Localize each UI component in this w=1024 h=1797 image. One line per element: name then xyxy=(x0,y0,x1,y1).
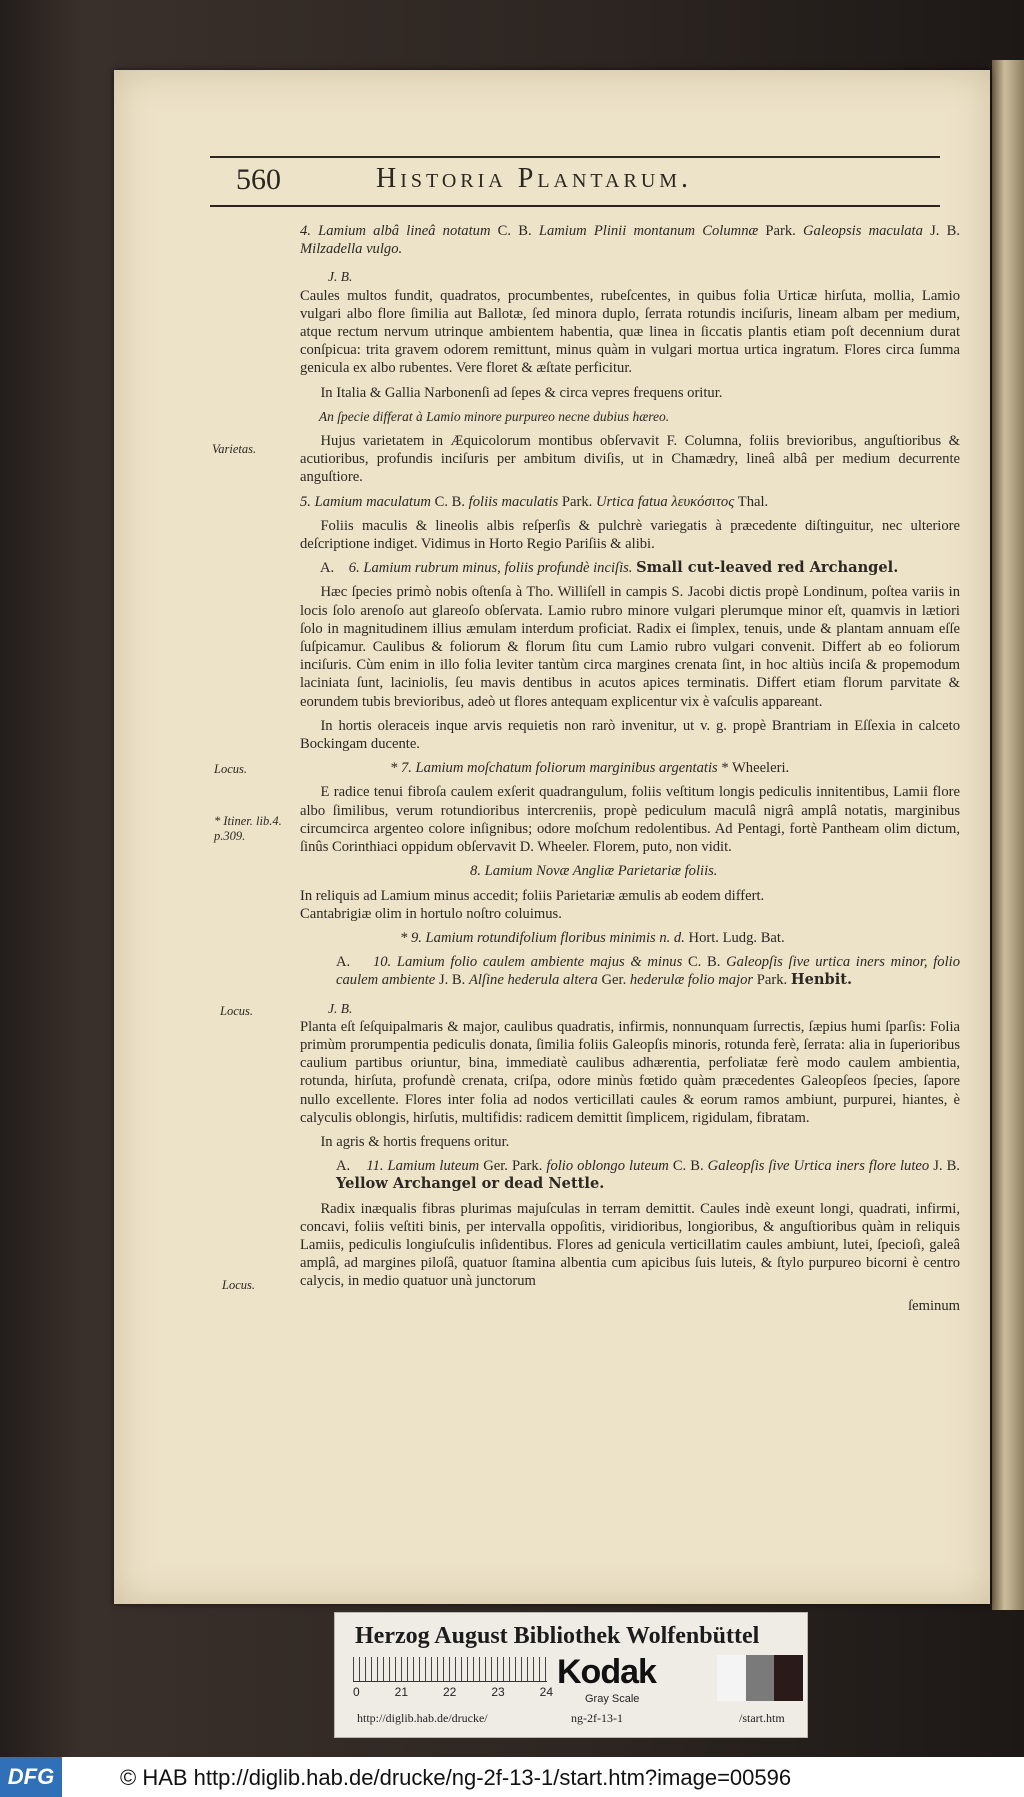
catchword: ſeminum xyxy=(908,1297,960,1314)
ruler-number: 23 xyxy=(491,1685,505,1699)
entry-heading: A. 11. Lamium luteum Ger. Park. folio oblongo luteum C. B. Galeopſis ſive Urtica iners flore luteo J. B. Yellow Archangel or dead Nettle. xyxy=(336,1158,960,1193)
entry-heading: 4. Lamium albâ lineâ notatum C. B. Lamium Plinii montanum Columnæ Park. Galeopsis maculata J. B. Milzadella vulgo. xyxy=(300,223,960,258)
kodak-logo: Kodak xyxy=(557,1653,656,1691)
paragraph: An ſpecie differat à Lamio minore purpureo necne dubius hæreo. xyxy=(318,408,670,424)
entry-heading: * 7. Lamium moſchatum foliorum marginibus argentatis * Wheeleri. xyxy=(390,760,790,777)
paragraph: E radice tenui fibroſa caulem exſerit quadrangulum, foliis veſtitum longis pediculis innitentibus, Lamii flore albo ſimilibus, verum rotundioribus intercreniis, propè pediculum maculâ nigrâ amplâ notatis, marginibus circumcirca argenteo colore inſignibus; odore moſchum redolentibus. Ad Pentagi, fortè Pantheam olim dictum, ſinûs Corinthiaci oppidum obſervavit D. Wheeler. Florem, puto, non vidit. xyxy=(300,784,960,856)
paragraph: In agris & hortis frequens oritur. xyxy=(320,1133,510,1150)
paragraph: Foliis maculis & lineolis albis reſperſis & pulchrè variegatis à præcedente diſtinguitur, nec ulteriore deſcriptione indiget. Vidimus in Horto Regio Pariſiis & alibi. xyxy=(300,517,960,553)
header-rule-top xyxy=(210,156,940,158)
header-rule-bottom xyxy=(210,205,940,207)
page-number: 560 xyxy=(236,163,281,196)
margin-note-locus: Locus. xyxy=(214,762,247,776)
gray-swatch xyxy=(774,1655,803,1701)
gray-scale-swatches xyxy=(717,1655,803,1701)
source-abbrev: J. B. xyxy=(328,1000,353,1016)
paragraph: Hæc ſpecies primò nobis oſtenſa à Tho. Williſell in campis S. Jacobi dictis propè Londinum, poſtea variis in locis ſolo arenoſo aut glareoſo obſervata. Lamio rubro minore vulgari plerumque minor eſt, quamvis in lætiori ſolo in magnitudinem illius æmulam interdum proficiat. Radix ei ſimplex, tenuis, unde & plantam annuam eſſe ſuſpicamur. Caulibus & foliorum & florum ſitu cum Lamio rubro vulgari convenit. Differt ab eo foliorum inciſuris. Cùm enim in illo folia leviter tantùm circa margines crenata ſint, in hoc altiùs inciſa & propemodum laciniata ſunt, laciniolis, ſeu mavis dentibus in acutos apices terminatis. Differt etiam florum parvitate & eorundem tubis brevioribus, adeò ut flores antequam explicentur vix è vaſculis appareant. xyxy=(300,584,960,710)
url-fragment: http://diglib.hab.de/drucke/ xyxy=(357,1711,488,1725)
page-header xyxy=(236,163,936,203)
calibration-card xyxy=(334,1612,808,1738)
dfg-logo[interactable]: DFG xyxy=(0,1757,62,1797)
margin-note-locus: Locus. xyxy=(222,1278,255,1292)
entry-heading: A. 6. Lamium rubrum minus, foliis profundè inciſis. Small cut-leaved red Archangel. xyxy=(320,559,899,577)
page-body xyxy=(300,222,960,1315)
entry-heading: 8. Lamium Novæ Angliæ Parietariæ foliis. xyxy=(470,863,718,880)
paragraph: In Italia & Gallia Narbonenſi ad ſepes & circa vepres frequens oritur. xyxy=(320,384,723,401)
paragraph: Hujus varietatem in Æquicolorum montibus obſervavit F. Columna, foliis brevioribus, anguſtioribus & acutioribus, profundis inciſuris per ambitum diviſis, ut in Chamædry, lineâ albâ per medium decurrente anguſtiore. xyxy=(300,433,960,486)
url-fragment: /start.htm xyxy=(739,1711,785,1725)
margin-note-locus: Locus. xyxy=(220,1004,253,1018)
ruler-number: 0 xyxy=(353,1685,360,1699)
ruler-number: 24 xyxy=(539,1685,553,1699)
library-title: Herzog August Bibliothek Wolfenbüttel xyxy=(355,1623,760,1649)
ruler-number: 22 xyxy=(442,1685,457,1699)
paragraph: Cantabrigiæ olim in hortulo noſtro coluimus. xyxy=(300,905,562,922)
entry-heading: A. 10. Lamium folio caulem ambiente majus & minus C. B. Galeopſis ſive urtica iners minor, folio caulem ambiente J. B. Alſine hederula altera Ger. hederulæ folio major Park. Henbit. xyxy=(336,954,960,989)
gray-swatch xyxy=(717,1655,746,1701)
source-abbrev: J. B. xyxy=(328,269,353,285)
copyright-link[interactable]: © HAB http://diglib.hab.de/drucke/ng-2f-13-1/start.htm?image=00596 xyxy=(120,1765,792,1790)
next-page-edge xyxy=(992,60,1024,1610)
ruler-numbers xyxy=(353,1685,553,1699)
paragraph: In reliquis ad Lamium minus accedit; foliis Parietariæ æmulis ab eodem differt. xyxy=(300,887,765,904)
paragraph: Radix inæqualis fibras plurimas majuſculas in terram demittit. Caules indè exeunt longi, quadrati, infirmi, concavi, foliis veſtiti binis, per intervalla oppoſitis, viridioribus, longioribus, & anguſtioribus quàm in reliquis Lamiis, pediculis longiuſculis inſidentibus. Flores ad genicula verticillatim caules ambiunt, lutei, ſpecioſi, galeâ amplâ, ad margines piloſâ, quatuor ſtamina albentia cum apicibus ſuis luteis, & ſtylo purpureo bicorni è centro calycis, in medio quatuor unà junctorum xyxy=(300,1200,960,1290)
measurement-ruler xyxy=(353,1657,547,1682)
paragraph: Planta eſt ſeſquipalmaris & major, caulibus quadratis, infirmis, nonnunquam ſurrectis, ſæpius humi ſparſis: Folia primùm prorumpentia pediculis donata, ſimilia foliis Galeopſis minoris, rotunda ferè, ſerrata: alia in ſuperioribus caulium partibus oriuntur, bina, immediatè caulibus adhærentia, perfoliatæ ferè modo caulem ambientia, rotunda, hirſuta, profundè crenata, criſpa, odore minùs fœtido quàm præcedentes Galeopſeos ſpecies, ſapore nullo excellente. Flores inter folia ad nodos verticillati caules & eorum ramos ambiunt, purpurei, hiantes, è calyculis oblongis, hirſutis, multifidis: radicem demittit ſimplicem, rigidulam, fibratam. xyxy=(300,1018,960,1126)
margin-note-varietas: Varietas. xyxy=(212,442,257,456)
entry-heading: * 9. Lamium rotundifolium floribus minimis n. d. Hort. Ludg. Bat. xyxy=(400,929,785,946)
running-title: Historia Plantarum. xyxy=(376,163,693,194)
attribution-bar xyxy=(0,1757,1024,1797)
paragraph: In hortis oleraceis inque arvis requietis non rarò invenitur, ut v. g. propè Brantriam in Eſſexia in calceto Bockingam ducente. xyxy=(300,717,960,753)
entry-heading: 5. Lamium maculatum C. B. foliis maculatis Park. Urtica fatua λευκόσιτος Thal. xyxy=(300,493,769,510)
grayscale-label: Gray Scale xyxy=(585,1693,640,1705)
paragraph: Caules multos fundit, quadratos, procumbentes, rubeſcentes, in quibus folia Urticæ hirſuta, mollia, Lamio vulgari albo flore ſimilia aut Ballotæ, ſed minora duplo, ſerrata rotundis inciſuris, lineam albam per medium, atque rectum nervum utrinque ambientem habentia, quæ linea in ſiccatis plantis etiam poſt decennium durat conſpicua: trita gravem odorem remittunt, minus quàm in vulgari mortua urtica ingratum. Flores circa ſumma genicula ex albo rubentes. Vere floret & æſtate perficitur. xyxy=(300,287,960,377)
margin-note-itinerary: * Itiner. lib.4. p.309. xyxy=(214,814,282,843)
ruler-number: 21 xyxy=(394,1685,409,1699)
gray-swatch xyxy=(746,1655,775,1701)
url-fragment: ng-2f-13-1 xyxy=(571,1711,623,1725)
